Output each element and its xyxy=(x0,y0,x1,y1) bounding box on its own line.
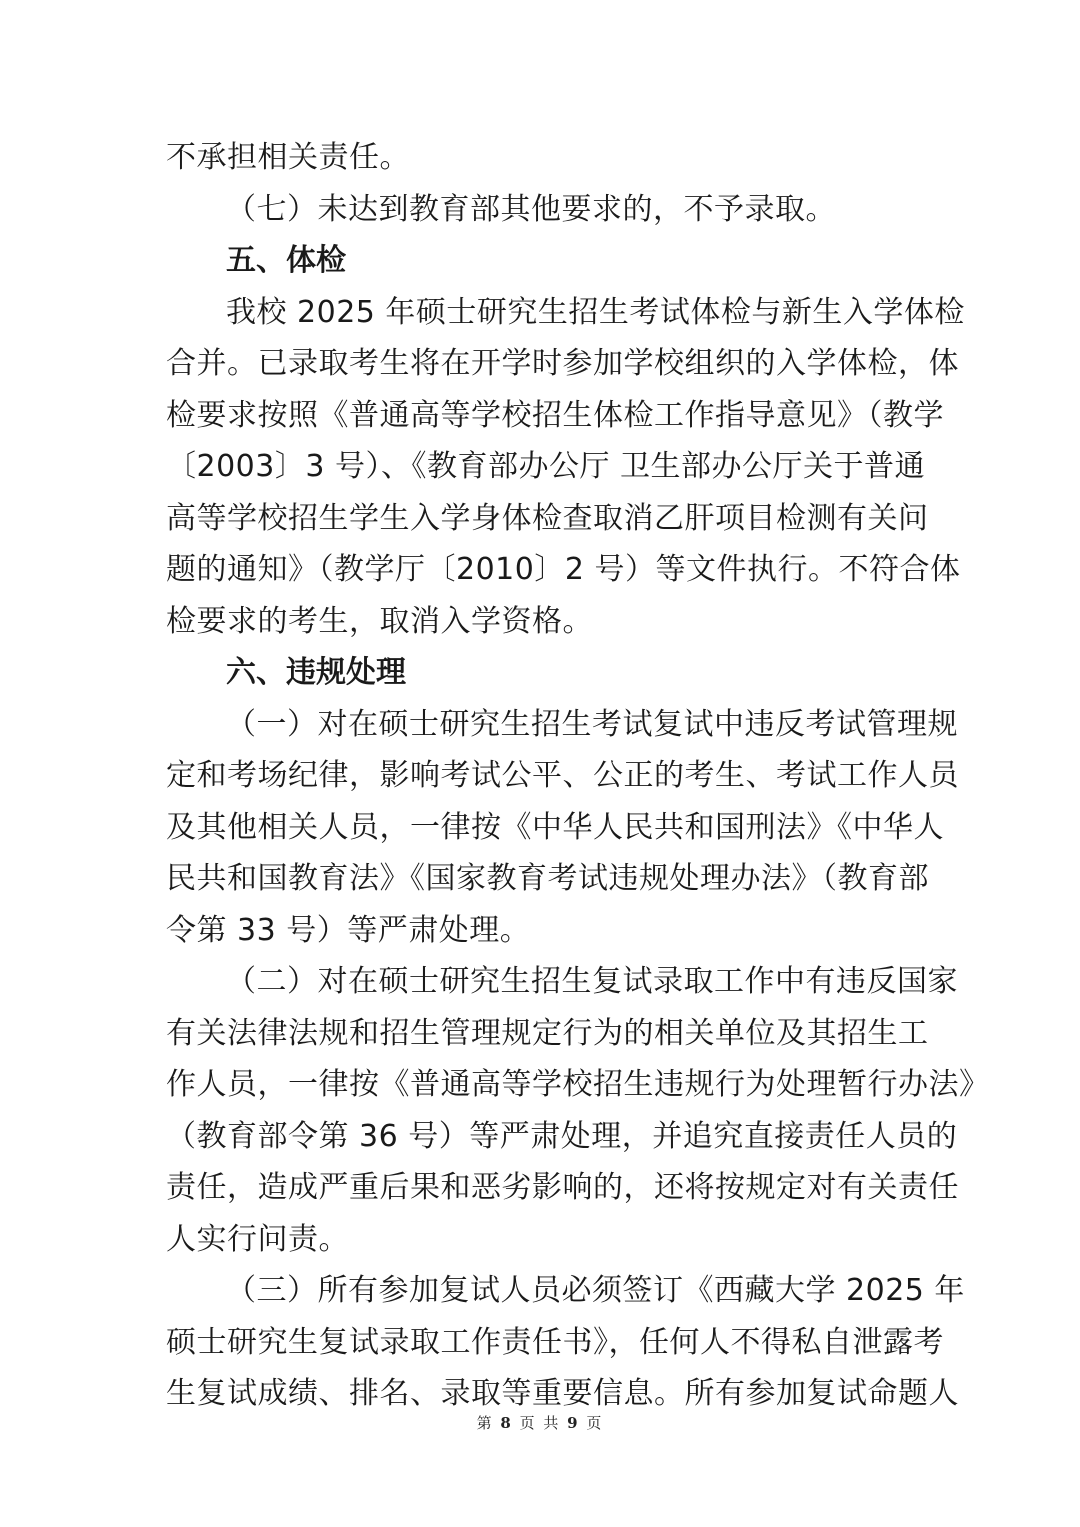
paragraph-line: 检要求的考生，取消入学资格。 xyxy=(166,603,593,639)
paragraph-line: 生复试成绩、排名、录取等重要信息。所有参加复试命题人 xyxy=(166,1376,959,1411)
paragraph-line: 我校 2025 年硕士研究生招生考试体检与新生入学体检 xyxy=(226,294,965,330)
paragraph-line: 人实行问责。 xyxy=(166,1221,349,1257)
section-heading: 六、违规处理 xyxy=(226,655,406,690)
paragraph-line: 检要求按照《普通高等学校招生体检工作指导意见》（教学 xyxy=(166,397,944,433)
paragraph-line: 作人员，一律按《普通高等学校招生违规行为处理暂行办法》 xyxy=(166,1067,990,1102)
paragraph-line: （二）对在硕士研究生招生复试录取工作中有违反国家 xyxy=(226,964,958,999)
footer-prefix: 第 xyxy=(476,1414,494,1432)
paragraph-line: 合并。已录取考生将在开学时参加学校组织的入学体检，体 xyxy=(166,346,959,381)
current-page-number: 8 xyxy=(500,1414,513,1432)
paragraph-line: （教育部令第 36 号）等严肃处理，并追究直接责任人员的 xyxy=(166,1118,958,1154)
footer-middle: 页 共 xyxy=(519,1414,561,1432)
paragraph-line: 及其他相关人员，一律按《中华人民共和国刑法》《中华人 xyxy=(166,809,944,845)
section-heading: 五、体检 xyxy=(226,243,346,278)
paragraph-line: 〔2003〕3 号）、《教育部办公厅 卫生部办公厅关于普通 xyxy=(166,449,926,484)
paragraph-line: （三）所有参加复试人员必须签订《西藏大学 2025 年 xyxy=(226,1273,965,1308)
total-pages-number: 9 xyxy=(567,1414,580,1432)
paragraph-line: 令第 33 号）等严肃处理。 xyxy=(166,912,531,948)
paragraph-line: 题的通知》（教学厅〔2010〕2 号）等文件执行。不符合体 xyxy=(166,552,961,587)
paragraph-line: （七）未达到教育部其他要求的，不予录取。 xyxy=(226,191,836,227)
document-body xyxy=(166,132,990,1420)
paragraph-line: 高等学校招生学生入学身体检查取消乙肝项目检测有关问 xyxy=(166,500,929,536)
paragraph-line: 民共和国教育法》《国家教育考试违规处理办法》（教育部 xyxy=(166,861,929,896)
paragraph-line: 责任，造成严重后果和恶劣影响的，还将按规定对有关责任 xyxy=(166,1170,959,1205)
paragraph-line: 硕士研究生复试录取工作责任书》，任何人不得私自泄露考 xyxy=(166,1324,944,1360)
paragraph-line: 定和考场纪律，影响考试公平、公正的考生、考试工作人员 xyxy=(166,758,959,793)
page-footer xyxy=(0,1412,1080,1433)
footer-suffix: 页 xyxy=(586,1414,604,1432)
paragraph-line: 不承担相关责任。 xyxy=(166,140,410,175)
paragraph-line: （一）对在硕士研究生招生考试复试中违反考试管理规 xyxy=(226,706,958,742)
paragraph-line: 有关法律法规和招生管理规定行为的相关单位及其招生工 xyxy=(166,1015,929,1051)
